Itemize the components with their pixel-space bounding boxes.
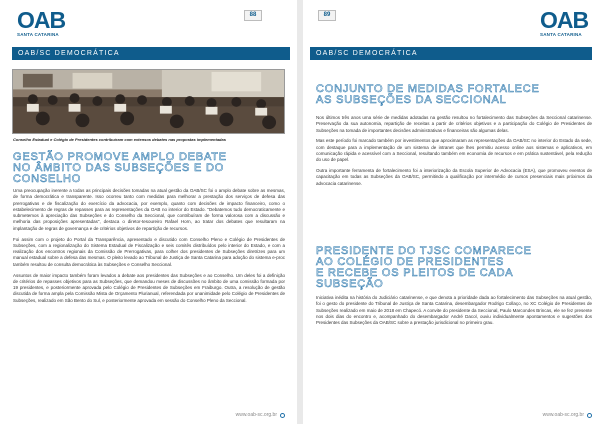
headline-line: CONSELHO [13,173,82,185]
footer-url: www.oab-sc.org.br [542,412,584,418]
logo-subtitle: SANTA CATARINA [17,32,59,37]
headline-line: SUBSEÇÃO [316,278,384,290]
right-article-body-2 [316,295,592,331]
footer [236,412,285,418]
photo-caption: Conselho Estadual e Colégio de Presidentes contribuíram com extensos debates nas propostas implementadas [13,137,226,142]
right-page [303,0,600,424]
headline-line: AO COLÉGIO DE PRESIDENTES [316,256,505,268]
headline-line: E RECEBE OS PLEITOS DE CADA [316,267,514,279]
section-label-bar: OAB/SC DEMOCRÁTICA [310,47,592,60]
oab-logo [540,9,588,37]
headline-line: GESTÃO PROMOVE AMPLO DEBATE [13,151,227,163]
right-headline-1 [316,84,594,106]
section-label-bar: OAB/SC DEMOCRÁTICA [12,47,290,60]
paragraph: Uma preocupação inerente a todas as principais decisões tomadas na atual gestão da OAB/SC foi o amplo debate sobre as mesmas, de forma democrática e transparente. Isso ocorreu tanto com medidas para melhorar a prestação dos serviços de defesa das prerrogativas e de fiscalização do exercício da advocacia, por exemplo, quanto com decisões de impacto financeiro, como o estabelecimento de regras de repasses para as representações da OAB no interior do Estado. "Debatemos tudo democraticamente e submetemos à apreciação das Subseções e do Conselho da Seccional, que contribuíram de forma valorosa com a discussão e melhoria das proposições apresentadas", destaca o diretor-tesoureiro Rafael Horn, ao tratar dos debates que resultaram na implantação de regras de governança e de critérios objetivos de repartição de recursos. [13,188,285,231]
right-article-body-1 [316,115,592,191]
logo-mark: OAB [17,7,66,33]
right-headline-2 [316,246,594,290]
meeting-photo [12,69,285,134]
paragraph: Foi assim com o projeto do Portal da Transparência, apresentado e discutido com Conselho Pleno e Colégio de Presidentes de Subseções, com a regionalização do Sistema Estadual de Fiscalização e seis comitês distribuídos pelo interior do Estado, e com a realização dos encontros regionais da Comissão de Prerrogativas, para colher dos presidentes de Subseções diretrizes para um manual estadual sobre a defesa das mesmas. O pleito levado ao Tribunal de Justiça de Santa Catarina para adoção do sistema e-proc também resultou de consulta democrática às Subseções e Conselho Seccional. [13,236,285,267]
left-page [0,0,297,424]
page-number: 89 [318,10,336,21]
paragraph: Mas este período foi marcado também por investimentos que aproximaram as representações da OAB/SC no interior do Estado da sede, com destaque para a implementação de um sistema de intranet que lhes permitiu acesso online aos sistemas e aplicativos, em comunicação rápida e acessível com a Seccional, resultando também em economia de recursos e em prática sustentável, pela redução do uso de papel. [316,138,592,163]
footer [543,412,592,418]
page-number: 88 [244,10,262,21]
paragraph: Iniciativa inédita na história do Judiciário catarinense, e que denota a prioridade dada ao fortalecimento das Subseções na atual gestão, foi o gesto do presidente do Tribunal de Justiça de Santa Catarina, desembargador Rodrigo Collaço, no XC Colégio de Presidentes de Subseções realizado em maio de 2018 em Chapecó. A convite do presidente da Seccional, Paulo Marcondes Brincas, ele se fez presente nos dois dias do encontro e, acompanhado do desembargador André Dacol, ouviu individualmente apontamentos e sugestões dos Presidentes das Subseções da OAB/SC sobre a prestação jurisdicional no primeiro grau. [316,295,592,326]
paragraph: Nos últimos três anos uma série de medidas adotadas na gestão resultou no fortalecimento das Subseções da Seccional catarinense. Preservação da sua autonomia, repartição de receitas a partir de critérios objetivos e a participação do Colégio de Presidentes de Subseções na tomada de importantes decisões administrativas e financeiras são algumas delas. [316,115,592,133]
headline-line: PRESIDENTE DO TJSC COMPARECE [316,245,532,257]
footer-url: www.oab-sc.org.br [235,412,277,418]
circle-icon [280,413,285,418]
headline-line: AS SUBSEÇÕES DA SECCIONAL [316,94,507,106]
logo-subtitle: SANTA CATARINA [540,32,582,37]
oab-logo [17,9,65,37]
left-headline [13,152,288,185]
circle-icon [587,413,592,418]
headline-line: CONJUNTO DE MEDIDAS FORTALECE [316,83,540,95]
paragraph: Assuntos de maior impacto também foram levados a debate aos presidentes das Subseções e ao Conselho. Um deles foi a definição de critérios de repasses objetivos para as Subseções, que demandou meses de discussões no âmbito de uma comissão formada por 19 presidentes, e posteriormente aprovada pelo Colégio de Presidentes de Subseções em Fraiburgo. Outra, a resolução de gestão discutida de forma ampla pela Comissão Mista de Orçamento Plurianual, referendada por unanimidade pelo Colégio de Presidentes de Subseções, realizado em São Bento do Sul, e posteriormente aprovada em sessão do Conselho Pleno da Seccional. [13,272,285,303]
logo-mark: OAB [540,7,589,33]
left-article-body [13,188,285,309]
paragraph: Outra importante ferramenta de fortalecimento foi a interiorização da Escola Superior de Advocacia (ESA), que promoveu eventos de capacitação em todas as Subseções da OAB/SC, permitindo a qualificação por intermédio de cursos presenciais mais próximos da advocacia catarinense. [316,168,592,186]
headline-line: NO ÂMBITO DAS SUBSEÇÕES E DO [13,162,225,174]
